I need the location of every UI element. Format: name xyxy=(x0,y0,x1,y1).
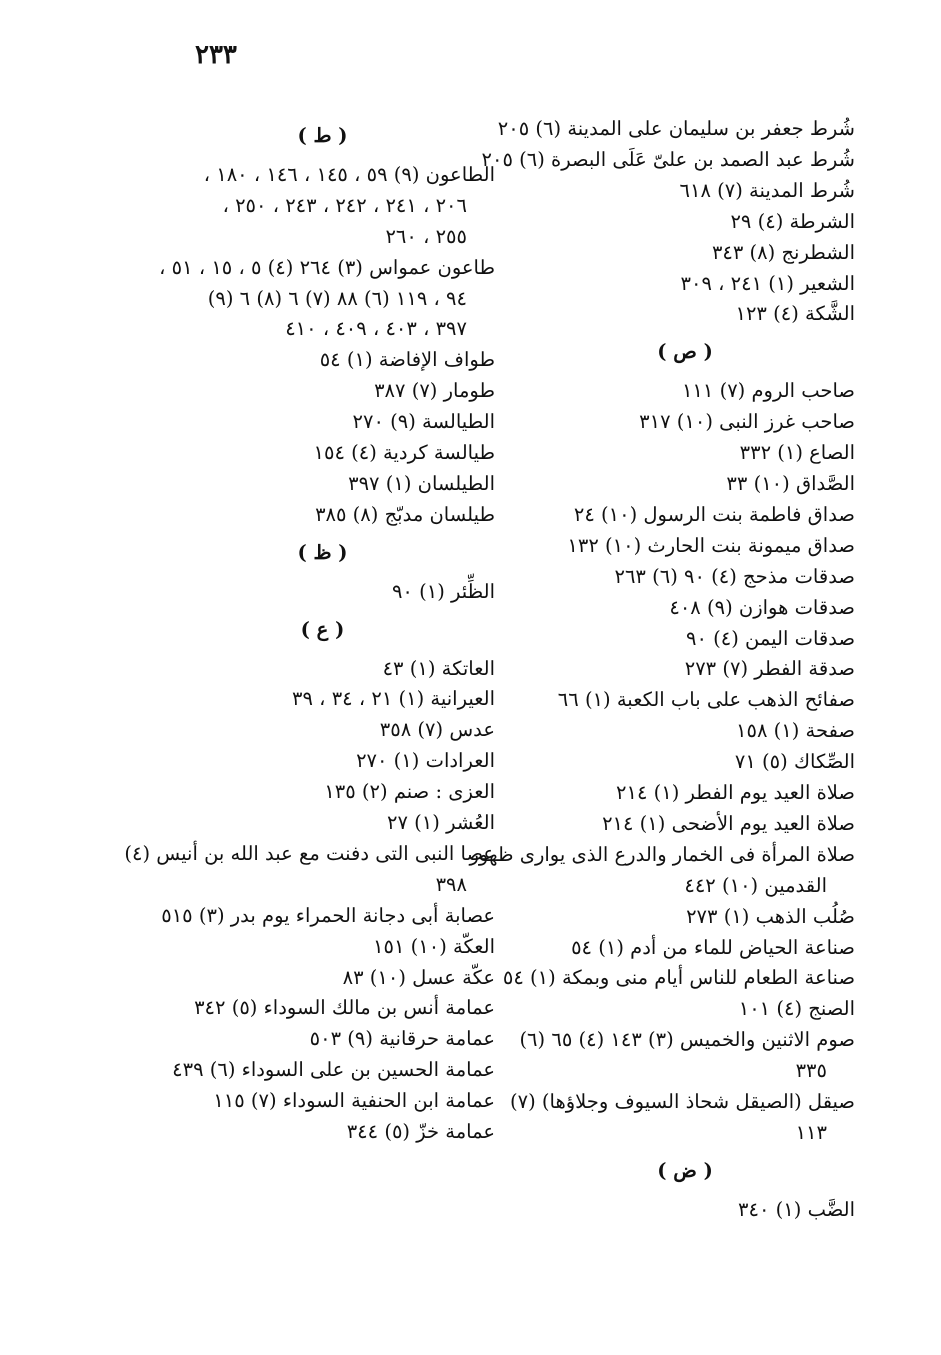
index-entry: صفائح الذهب على باب الكعبة (١) ٦٦ xyxy=(557,688,855,712)
index-entry: عمامة أنس بن مالك السوداء (٥) ٣٤٢ xyxy=(194,996,495,1020)
index-entry: العرادات (١) ٢٧٠ xyxy=(356,749,495,773)
index-entry-continuation: ٩٤ ، ١١٩ (٦) ٨٨ (٧) ٦ (٨) ٦ (٩) xyxy=(207,286,467,310)
index-entry-continuation: ٣٣٥ xyxy=(795,1059,827,1083)
index-entry: شُرط المدينة (٧) ٦١٨ xyxy=(679,178,855,202)
entry-group-dad xyxy=(515,1195,855,1226)
section-heading-za: ( ظ ) xyxy=(297,540,348,564)
index-column-right xyxy=(469,114,855,1226)
index-entry: طيالسة كردية (٤) ١٥٤ xyxy=(313,441,495,465)
index-entry: صلاة العيد يوم الأضحى (١) ٢١٤ xyxy=(602,811,855,835)
index-entry: صناعة الحياض للماء من أدم (١) ٥٤ xyxy=(571,935,855,959)
section-heading-sad: ( ص ) xyxy=(657,340,713,364)
index-entry: العُشر (١) ٢٧ xyxy=(387,811,495,835)
index-entry: العزى : صنم (٢) ١٣٥ xyxy=(324,780,495,804)
index-entry: صدقات هوازن (٩) ٤٠٨ xyxy=(669,595,855,619)
index-entry: صيقل (الصيقل شحاذ السيوف وجلاؤها) (٧) xyxy=(510,1090,855,1114)
entry-group-ta xyxy=(150,160,495,531)
index-entry: طاعون عمواس (٣) ٢٦٤ (٤) ٥ ، ١٥ ، ٥١ ، xyxy=(159,255,495,279)
index-entry: صلاة العيد يوم الفطر (١) ٢١٤ xyxy=(616,781,855,805)
index-entry: صفحة (١) ١٥٨ xyxy=(736,719,855,743)
index-entry: صداق ميمونة بنت الحارث (١٠) ١٣٢ xyxy=(567,533,855,557)
index-entry: الشعير (١) ٢٤١ ، ٣٠٩ xyxy=(680,271,855,295)
index-entry: صناعة الطعام للناس أيام منى وبمكة (١) ٥٤ xyxy=(502,966,855,990)
entry-group-sad xyxy=(469,376,855,1149)
index-entry: الشرطة (٤) ٢٩ xyxy=(730,209,855,233)
index-entry: الشطرنج (٨) ٣٤٣ xyxy=(711,240,855,264)
index-entry: الصنج (٤) ١٠١ xyxy=(738,997,855,1021)
index-entry: الصَّداق (١٠) ٣٣ xyxy=(726,471,855,495)
section-heading-dad: ( ض ) xyxy=(657,1158,713,1182)
index-entry: عمامة ابن الحنفية السوداء (٧) ١١٥ xyxy=(213,1089,495,1113)
index-entry: صدقات اليمن (٤) ٩٠ xyxy=(685,626,855,650)
index-entry-continuation: ١١٣ xyxy=(795,1121,827,1144)
index-entry: الظِّئر (١) ٩٠ xyxy=(391,579,495,603)
index-entry: صُلُب الذهب (١) ٢٧٣ xyxy=(686,904,855,928)
index-entry: صوم الاثنين والخميس (٣) ١٤٣ (٤) ٦٥ (٦) xyxy=(519,1028,855,1052)
index-entry: الضَّب (١) ٣٤٠ xyxy=(738,1197,855,1221)
index-entry: طواف الإفاضة (١) ٥٤ xyxy=(319,348,495,372)
entry-group-ayn xyxy=(124,654,495,1149)
index-entry: عمامة الحسين بن على السوداء (٦) ٤٣٩ xyxy=(172,1058,495,1082)
index-entry: شُرط عبد الصمد بن علىّ عَلَى البصرة (٦) ٢٠٥ xyxy=(481,147,855,171)
index-entry: طيلسان مدبّج (٨) ٣٨٥ xyxy=(315,502,495,526)
index-entry: طومار (٧) ٣٨٧ xyxy=(374,379,495,403)
index-entry: العيرانية (١) ٢١ ، ٣٤ ، ٣٩ xyxy=(292,687,495,711)
index-entry: الشَّكة (٤) ١٢٣ xyxy=(735,302,855,326)
index-entry: صدقة الفطر (٧) ٢٧٣ xyxy=(684,657,855,681)
index-entry: عصابة أبى دجانة الحمراء يوم بدر (٣) ٥١٥ xyxy=(161,903,495,927)
index-entry: الطيلسان (١) ٣٩٧ xyxy=(348,471,495,495)
index-entry: العاتكة (١) ٤٣ xyxy=(382,656,495,680)
index-entry: عصا النبى التى دفنت مع عبد الله بن أنيس (٤) xyxy=(124,841,495,865)
index-entry: صاحب غرز النبى (١٠) ٣١٧ xyxy=(639,410,855,434)
section-heading-ta: ( ط ) xyxy=(297,124,348,147)
index-entry-continuation: ٣٩٨ xyxy=(435,872,467,896)
index-entry: عمامة خزّ (٥) ٣٤٤ xyxy=(346,1120,495,1144)
index-entry: الطيالسة (٩) ٢٧٠ xyxy=(352,410,495,434)
index-entry: العكّة (١٠) ١٥١ xyxy=(373,934,495,958)
section-heading-ayn: ( ع ) xyxy=(300,617,345,641)
index-entry: عمامة حرقانية (٩) ٥٠٣ xyxy=(309,1027,495,1051)
entry-group-shin xyxy=(481,114,855,330)
index-entry: الصِّكاك (٥) ٧١ xyxy=(734,750,855,774)
index-entry: صداق فاطمة بنت الرسول (١٠) ٢٤ xyxy=(573,502,855,526)
entry-group-za xyxy=(150,577,495,608)
index-entry: صاحب الروم (٧) ١١١ xyxy=(681,379,855,403)
index-entry-continuation: ٢٥٥ ، ٢٦٠ xyxy=(385,224,467,248)
index-entry-continuation: القدمين (١٠) ٤٤٢ xyxy=(684,873,827,897)
index-entry: شُرط جعفر بن سليمان على المدينة (٦) ٢٠٥ xyxy=(497,117,855,140)
index-entry: الطاعون (٩) ٥٩ ، ١٤٥ ، ١٤٦ ، ١٨٠ ، xyxy=(203,162,495,186)
index-entry-continuation: ٣٩٧ ، ٤٠٣ ، ٤٠٩ ، ٤١٠ xyxy=(285,317,467,341)
index-entry: عكّة عسل (١٠) ٨٣ xyxy=(342,965,495,989)
index-entry: صلاة المرأة فى الخمار والدرع الذى يوارى ظهور xyxy=(469,842,855,866)
index-entry: الصاع (١) ٣٣٢ xyxy=(739,441,855,465)
index-column-left xyxy=(124,114,495,1148)
page-number: ٢٣٣ xyxy=(195,40,237,70)
index-entry: صدقات مذحج (٤) ٩٠ (٦) ٢٦٣ xyxy=(614,564,855,588)
index-entry-continuation: ٢٠٦ ، ٢٤١ ، ٢٤٢ ، ٢٤٣ ، ٢٥٠ ، xyxy=(222,193,467,217)
index-entry: عدس (٧) ٣٥٨ xyxy=(379,718,495,742)
